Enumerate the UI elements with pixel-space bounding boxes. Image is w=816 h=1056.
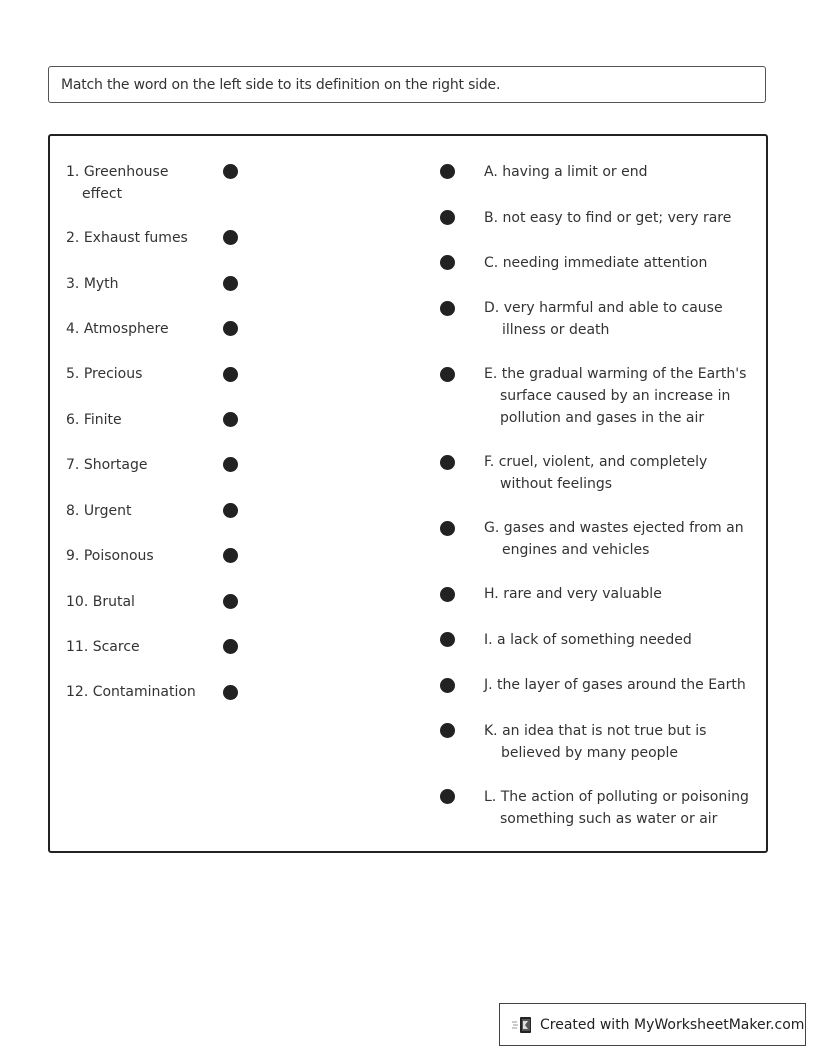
definition-dot-g[interactable] [440,521,455,536]
definition-item [484,517,754,561]
term-text: Shortage [83,457,148,473]
definition-letter: F. [484,454,495,470]
term-dot-5[interactable] [223,367,238,382]
definition-dot-f[interactable] [440,455,455,470]
term-number: 5. [66,366,80,382]
term-number: 10. [66,594,89,610]
definition-text: gases and wastes ejected from an [503,520,744,536]
term-number: 1. [66,164,80,180]
term-text-cont: effect [82,186,123,202]
term-text: Greenhouse [83,164,169,180]
term-item [66,161,216,205]
term-number: 8. [66,503,80,519]
worksheet-maker-logo-icon [512,1015,534,1035]
term-number: 4. [66,321,80,337]
term-text: Finite [83,412,122,428]
definition-text: not easy to find or get; very rare [502,210,732,226]
definition-item [484,786,754,830]
definition-text: very harmful and able to cause [503,300,723,316]
term-text: Scarce [92,639,140,655]
term-dot-11[interactable] [223,639,238,654]
definition-item [484,583,754,605]
term-item [66,273,216,295]
definition-text: needing immediate attention [502,255,708,271]
definition-text: a lack of something needed [497,632,692,648]
footer-credit-badge[interactable] [499,1003,806,1046]
term-item [66,227,216,249]
definition-dot-b[interactable] [440,210,455,225]
term-text: Contamination [92,684,196,700]
term-number: 7. [66,457,80,473]
term-item [66,636,216,658]
instructions-text: Match the word on the left side to its definition on the right side. [61,76,501,93]
definition-text-cont: engines and vehicles [502,542,650,558]
definition-text-cont: believed by many people [501,745,679,761]
definition-text: having a limit or end [502,164,648,180]
term-number: 11. [66,639,89,655]
term-number: 3. [66,276,80,292]
definition-dot-l[interactable] [440,789,455,804]
definition-dot-h[interactable] [440,587,455,602]
definition-letter: G. [484,520,500,536]
term-dot-10[interactable] [223,594,238,609]
definition-text: cruel, violent, and completely [498,454,708,470]
instructions-box [48,66,766,103]
term-dot-3[interactable] [223,276,238,291]
definition-text-cont: surface caused by an increase in [500,388,731,404]
definition-letter: C. [484,255,499,271]
term-number: 6. [66,412,80,428]
definition-text-cont: without feelings [500,476,613,492]
term-dot-4[interactable] [223,321,238,336]
definition-dot-i[interactable] [440,632,455,647]
term-item [66,545,216,567]
term-dot-8[interactable] [223,503,238,518]
definition-letter: K. [484,723,498,739]
definition-dot-k[interactable] [440,723,455,738]
term-item [66,409,216,431]
definition-letter: E. [484,366,498,382]
definition-item [484,451,754,495]
definition-item [484,297,754,341]
term-item [66,500,216,522]
term-number: 12. [66,684,89,700]
definition-letter: D. [484,300,500,316]
term-text: Exhaust fumes [83,230,188,246]
term-item [66,363,216,385]
definition-text-cont: something such as water or air [500,811,718,827]
definition-letter: B. [484,210,499,226]
definition-item [484,629,754,651]
term-item [66,454,216,476]
term-dot-9[interactable] [223,548,238,563]
definition-dot-d[interactable] [440,301,455,316]
definition-dot-c[interactable] [440,255,455,270]
term-item [66,318,216,340]
definition-text: the gradual warming of the Earth's [501,366,747,382]
definition-letter: J. [484,677,493,693]
definition-letter: L. [484,789,497,805]
definition-text: the layer of gases around the Earth [497,677,746,693]
term-number: 9. [66,548,80,564]
term-dot-12[interactable] [223,685,238,700]
definition-text: an idea that is not true but is [502,723,707,739]
term-number: 2. [66,230,80,246]
footer-credit-text: Created with MyWorksheetMaker.com [540,1016,805,1033]
definition-text: The action of polluting or poisoning [500,789,749,805]
definition-dot-e[interactable] [440,367,455,382]
term-item [66,591,216,613]
definition-dot-j[interactable] [440,678,455,693]
definition-item [484,363,754,429]
term-text: Brutal [92,594,135,610]
definition-text-cont: pollution and gases in the air [500,410,705,426]
definition-item [484,720,754,764]
term-dot-1[interactable] [223,164,238,179]
definition-letter: I. [484,632,493,648]
definition-item [484,674,754,696]
definition-text: rare and very valuable [503,586,662,602]
definition-letter: H. [484,586,499,602]
term-text: Urgent [83,503,132,519]
definition-item [484,161,754,183]
definition-item [484,207,754,229]
term-text: Myth [83,276,119,292]
definition-dot-a[interactable] [440,164,455,179]
definition-letter: A. [484,164,498,180]
term-dot-6[interactable] [223,412,238,427]
term-item [66,681,226,703]
term-text: Precious [83,366,143,382]
term-text: Atmosphere [83,321,169,337]
term-text: Poisonous [83,548,154,564]
definition-text-cont: illness or death [502,322,610,338]
term-dot-2[interactable] [223,230,238,245]
definition-item [484,252,754,274]
term-dot-7[interactable] [223,457,238,472]
